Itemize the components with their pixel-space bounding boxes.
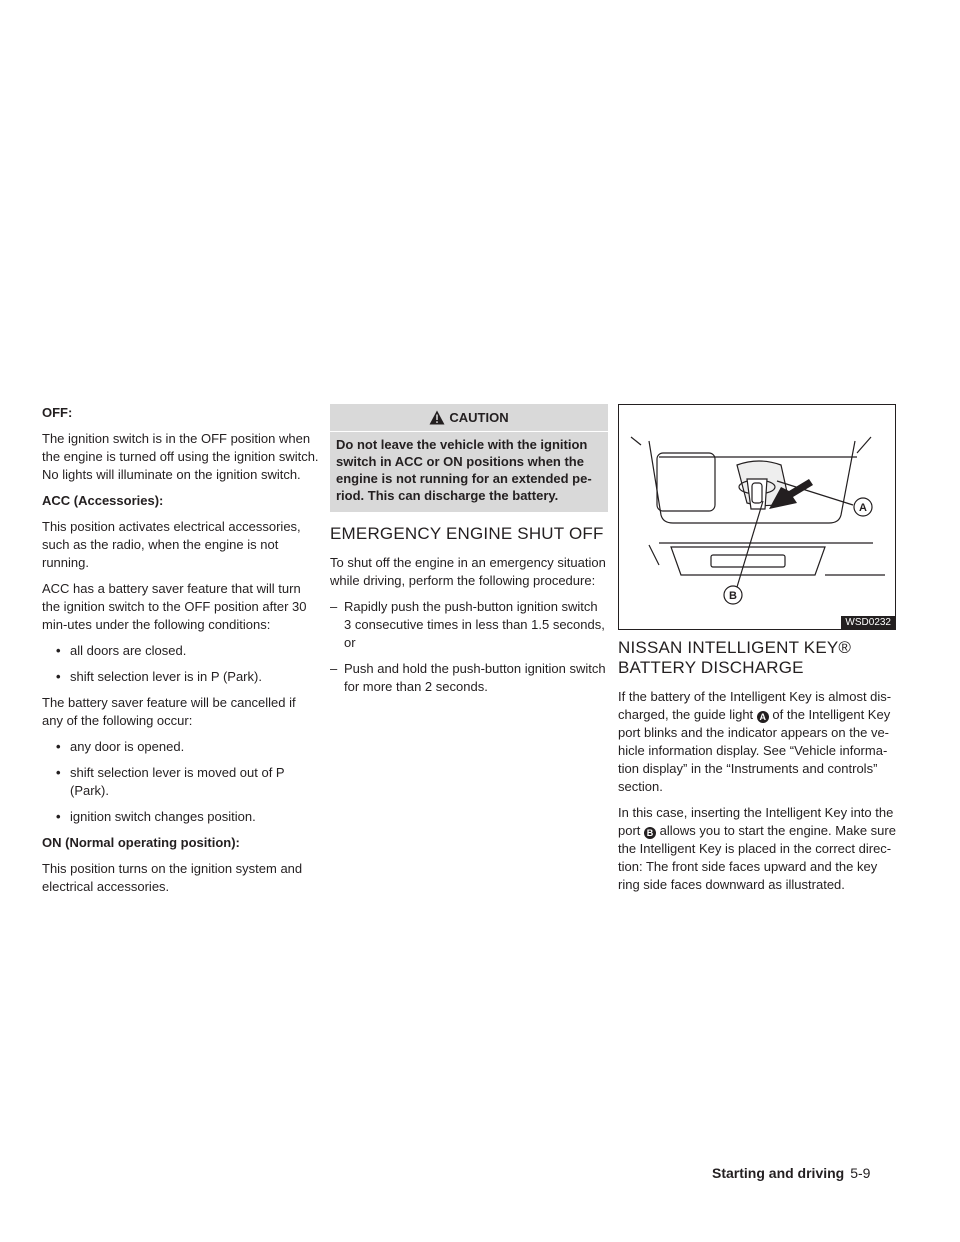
caution-text: Do not leave the vehicle with the ignition switch in ACC or ON positions when the engine is not running for an extended pe-riod. This can discharge the battery. [336, 437, 592, 503]
off-heading: OFF: [42, 405, 73, 420]
marker-b-icon: B [644, 827, 656, 839]
acc-heading: ACC (Accessories): [42, 493, 164, 508]
bullet-icon: • [56, 765, 61, 780]
list-item: – Push and hold the push-button ignition switch for more than 2 seconds. [330, 661, 606, 694]
bullet-icon: • [56, 669, 61, 684]
on-paragraph: This position turns on the ignition system and electrical accessories. [42, 861, 303, 894]
footer-section: Starting and driving [712, 1165, 845, 1181]
section-title-intelligent-key: NISSAN INTELLIGENT KEY® BATTERY DISCHARGE [618, 638, 852, 677]
middle-column [330, 404, 608, 704]
marker-a-icon: A [757, 711, 769, 723]
battery-paragraph-2: In this case, inserting the Intelligent Key into the port B allows you to start the engine. Make sure the Intelligent Key is placed in the correct direc-tion: The front side faces upward and the key ring side faces downward as illustrated. [618, 805, 896, 892]
right-column [618, 404, 896, 902]
caution-title: CAUTION [330, 408, 608, 432]
section-title-emergency: EMERGENCY ENGINE SHUT OFF [330, 524, 604, 543]
list-item: • shift selection lever is moved out of P (Park). [56, 765, 285, 798]
left-column [42, 404, 320, 904]
off-paragraph: The ignition switch is in the OFF position when the engine is turned off using the ignition switch. No lights will illuminate on the ignition switch. [42, 431, 319, 482]
warning-icon [429, 410, 445, 425]
label-a: A [859, 502, 867, 514]
list-item: • shift selection lever is in P (Park). [56, 669, 262, 684]
caution-box [330, 404, 608, 512]
page-footer [712, 1164, 912, 1182]
emergency-intro: To shut off the engine in an emergency situation while driving, perform the following procedure: [330, 555, 606, 588]
page-number: 5-9 [850, 1165, 871, 1181]
bullet-icon: • [56, 809, 61, 824]
cancel-paragraph: The battery saver feature will be cancelled if any of the following occur: [42, 695, 296, 728]
list-item: • ignition switch changes position. [56, 809, 256, 824]
acc-paragraph: This position activates electrical accessories, such as the radio, when the engine is not running. [42, 519, 301, 570]
battery-paragraph-1: If the battery of the Intelligent Key is almost dis-charged, the guide light A of the Intelligent Key port blinks and the indicator appears on the ve-hicle information display. See “Vehicle informa-tion display” in the “Instruments and controls” section. [618, 689, 892, 794]
key-port-illustration [618, 404, 896, 630]
figure-code: WSD0232 [841, 616, 895, 629]
on-heading: ON (Normal operating position): [42, 835, 240, 850]
acc-saver-paragraph: ACC has a battery saver feature that will turn the ignition switch to the OFF position after 30 min-utes under the following conditions: [42, 581, 307, 632]
key-port-drawing [619, 405, 895, 629]
list-item: • all doors are closed. [56, 643, 187, 658]
list-item: – Rapidly push the push-button ignition switch 3 consecutive times in less than 1.5 seconds, or [330, 599, 605, 650]
list-item: • any door is opened. [56, 739, 185, 754]
bullet-icon: • [56, 739, 61, 754]
bullet-icon: • [56, 643, 61, 658]
label-b: B [729, 590, 737, 602]
